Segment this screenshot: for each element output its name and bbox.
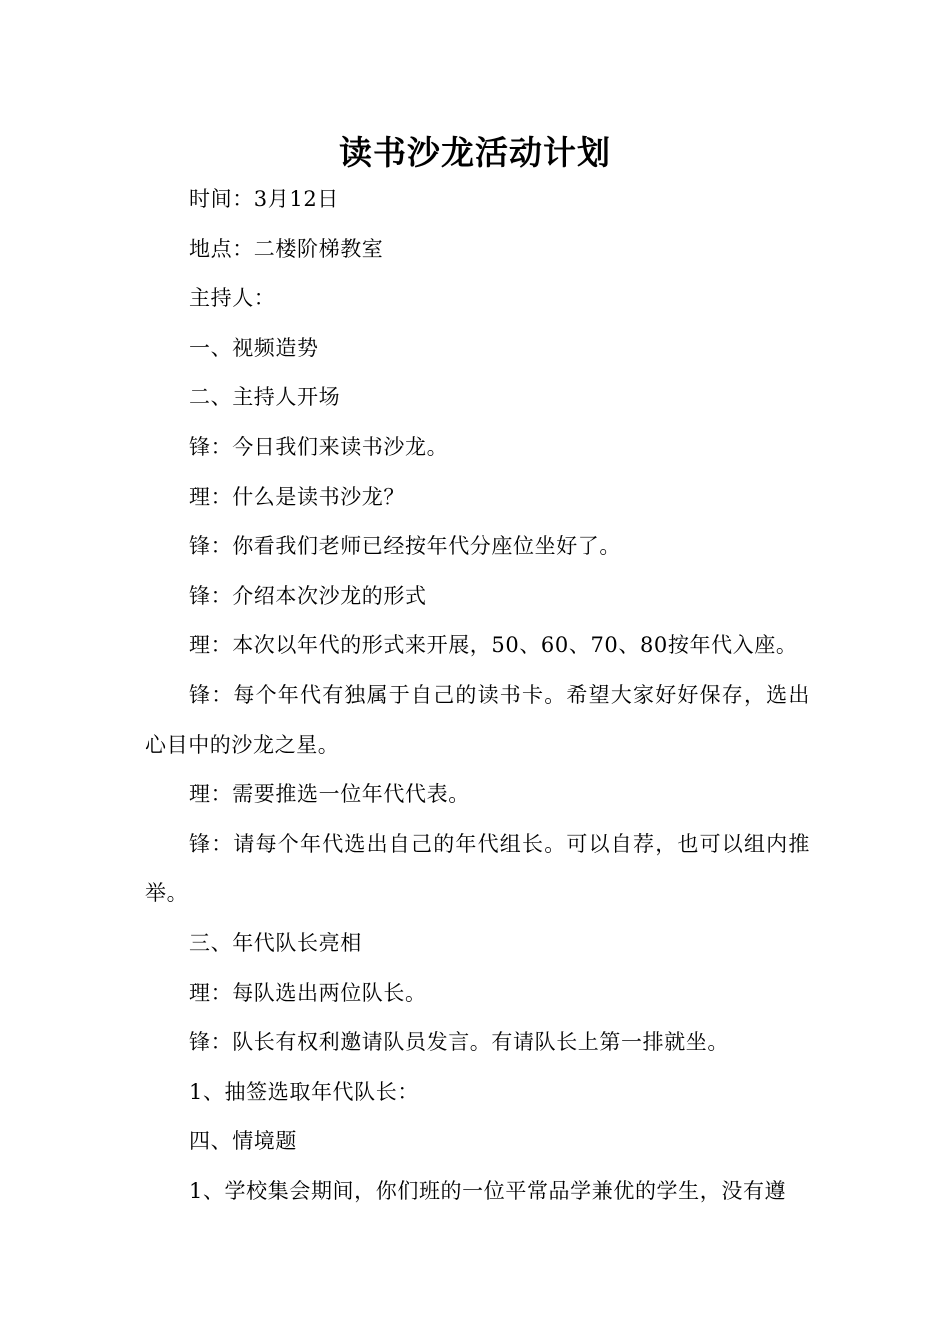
- paragraph-location: 地点：二楼阶梯教室: [189, 236, 384, 261]
- paragraph-section-1: 一、视频造势: [189, 335, 319, 360]
- paragraph-line: 锋：每个年代有独属于自己的读书卡。希望大家好好保存，选出心目中的沙龙之星。: [145, 682, 810, 757]
- paragraph-line: 1、抽签选取年代队长：: [189, 1079, 419, 1104]
- paragraph-line: 理：每队选出两位队长。: [189, 980, 427, 1005]
- paragraph-time: 时间：3月12日: [189, 187, 339, 211]
- paragraph-line: 锋：你看我们老师已经按年代分座位坐好了。: [189, 534, 621, 559]
- paragraph-line: 1、学校集会期间，你们班的一位平常品学兼优的学生，没有遵: [189, 1178, 787, 1203]
- paragraph-line: 锋：今日我们来读书沙龙。: [189, 434, 449, 459]
- paragraph-line: 理：本次以年代的形式来开展，50、60、70、80按年代入座。: [189, 633, 798, 658]
- paragraph-line: 锋：介绍本次沙龙的形式: [189, 583, 427, 608]
- paragraph-line: 理：需要推选一位年代代表。: [189, 782, 470, 807]
- paragraph-section-2: 二、主持人开场: [189, 385, 341, 410]
- paragraph-line: 理：什么是读书沙龙？: [189, 484, 405, 509]
- paragraph-host: 主持人：: [189, 286, 276, 311]
- document-body: [145, 175, 810, 1216]
- paragraph-line: 锋：队长有权利邀请队员发言。有请队长上第一排就坐。: [189, 1030, 729, 1055]
- document-title: 读书沙龙活动计划: [339, 133, 611, 172]
- paragraph-section-4: 四、情境题: [189, 1129, 297, 1154]
- paragraph-section-3: 三、年代队长亮相: [189, 930, 362, 955]
- paragraph-line: 锋：请每个年代选出自己的年代组长。可以自荐，也可以组内推举。: [145, 831, 810, 906]
